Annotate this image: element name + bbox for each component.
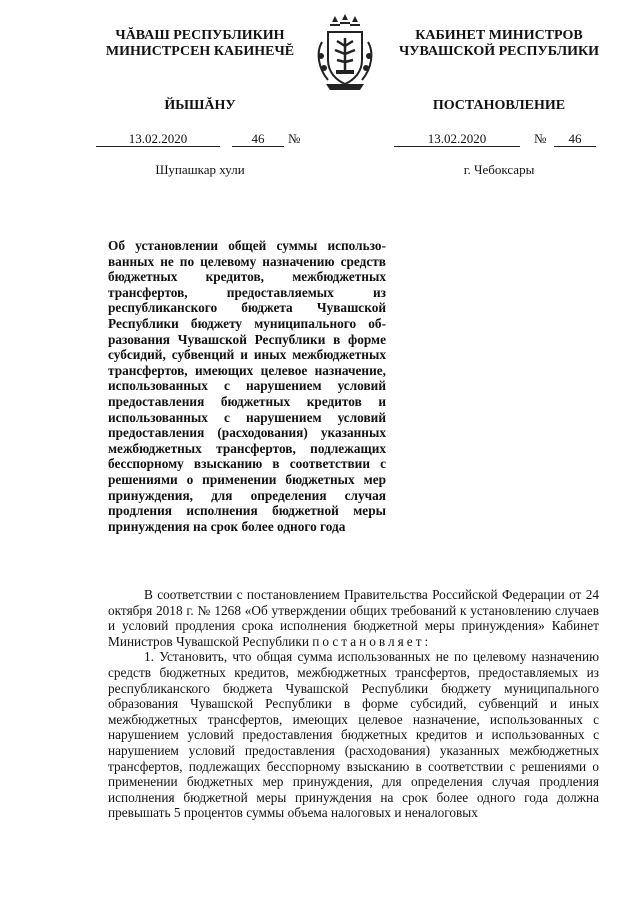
right-org-line1: КАБИНЕТ МИНИСТРОВ [415,28,583,43]
coat-of-arms-icon [310,12,380,98]
left-org-line1: ЧĂВАШ РЕСПУБЛИКИН [115,28,285,43]
left-date: 13.02.2020 [96,131,220,147]
left-number-sign: № [288,131,301,146]
left-org-line2: МИНИСТРСЕН КАБИНЕЧĔ [105,44,295,59]
right-organization [392,28,606,60]
left-doctype: ЙЫШĂНУ [164,98,236,113]
right-number-sign: № [534,131,547,146]
body-paragraph-1-text: В соответствии с постановлением Правительства Российской Федерации от 24 октября 2018 г. № 1268 «Об утверждении общих требований к установлению случаев и условий продления срока исполнения бюджетной меры принуждения» Кабинет Министров Чувашской Республики [108,587,599,649]
body-paragraph-2: 1. Установить, что общая сумма использованных не по целевому назначению средств бюджетных кредитов, межбюджетных трансфертов, предоставляемых из республиканского бюджета Чувашской Республики бюджету муниципального образования Чувашской Республики в форме субсидий, субвенций и иных межбюджетных трансфертов, имеющих целевое назначение, использованных с нарушением условий предоставления бюджетных кредитов и использованных с нарушением условий предоставления (расходования) указанных межбюджетных трансфертов, подлежащих бесспорному взысканию в соответствии с решениями о применении бюджетных мер принуждения, для определения случая продления исполнения бюджетной меры принуждения на срок более одного года должна превышать 5 процентов суммы объема налоговых и неналоговых [108,649,599,821]
right-org-line2: ЧУВАШСКОЙ РЕСПУБЛИКИ [398,44,600,59]
right-number: 46 [554,131,596,147]
left-number: 46 [232,131,284,147]
body-paragraph-1 [108,587,599,649]
resolves-keyword: постановляет: [312,633,432,649]
document-title: Об установлении общей суммы использованных не по целевому назначению средств бюджетных кредитов, межбюджетных трансфертов, предоставляемых из республиканского бюджета Чувашской Республики бюджету муниципального образования Чувашской Республики в форме субсидий, субвенций и иных межбюджетных трансфертов, имеющих целевое назначение, использованных с нарушением условий предоставления бюджетных кредитов и использованных с нарушением условий предоставления (расходования) указанных межбюджетных трансфертов, подлежащих бесспорному взысканию в соответствии с решениями о применении бюджетных мер принуждения, для определения случая продления исполнения бюджетной меры принуждения на срок более одного года [108,238,386,534]
right-doctype: ПОСТАНОВЛЕНИЕ [432,98,566,113]
left-place: Шупашкар хули [155,162,245,177]
right-place: г. Чебоксары [463,162,535,177]
left-organization [96,28,304,60]
right-date: 13.02.2020 [394,131,520,147]
document-body [108,587,599,821]
